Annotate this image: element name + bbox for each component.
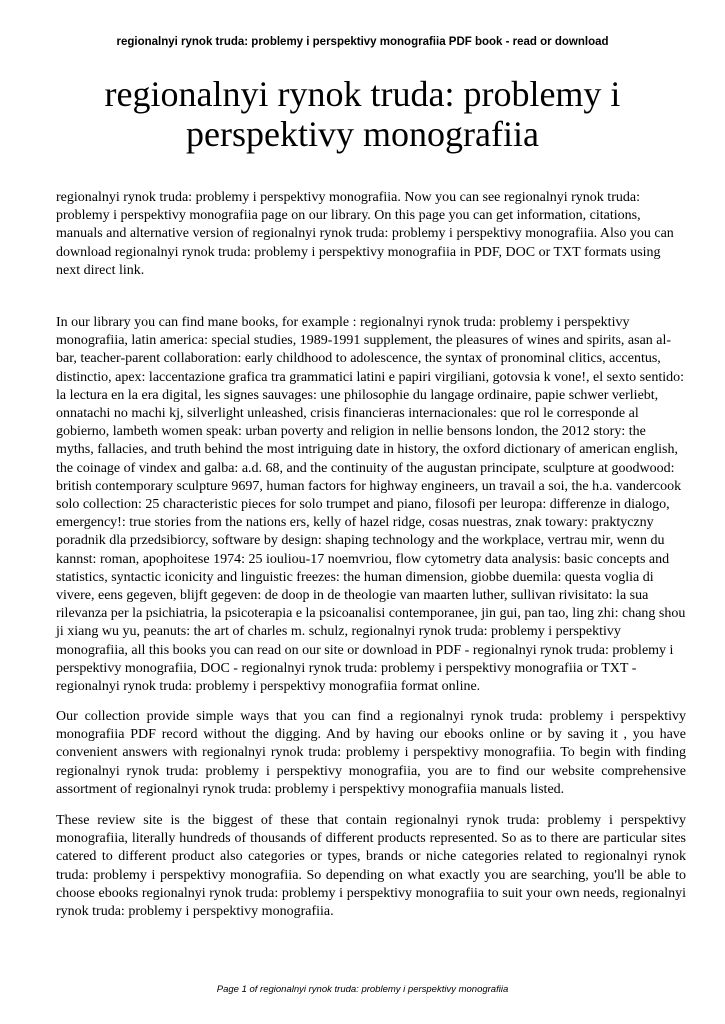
- page-footer: Page 1 of regionalnyi rynok truda: problemy i perspektivy monografiia: [216, 984, 509, 995]
- review-site-paragraph: These review site is the biggest of these that contain regionalnyi rynok truda: problemy i perspektivy monografiia, literally hundreds of thousands of different products represented. So as to there are particular sites catered to different product also categories or types, brands or niche categories related to regionalnyi rynok truda: problemy i perspektivy monografiia. So depending on what exactly you are searching, you'll be able to choose ebooks regionalnyi rynok truda: problemy i perspektivy monografiia to suit your own needs, regionalnyi rynok truda: problemy i perspektivy monografiia.: [56, 813, 686, 920]
- document-title: regionalnyi rynok truda: problemy i perspektivy monografiia: [104, 74, 621, 154]
- intro-paragraph: regionalnyi rynok truda: problemy i perspektivy monografiia. Now you can see regionalnyi rynok truda: problemy i perspektivy monografiia page on our library. On this page you can get information, citations, manuals and alternative version of regionalnyi rynok truda: problemy i perspektivy monografiia. Also you can download regionalnyi rynok truda: problemy i perspektivy monografiia in PDF, DOC or TXT formats using next direct link.: [56, 190, 674, 278]
- library-list-paragraph: In our library you can find mane books, for example : regionalnyi rynok truda: problemy i perspektivy monografiia, latin america: special studies, 1989-1991 supplement, the pleasures of wines and spirits, asan al-bar, teacher-parent collaboration: early childhood to adolescence, the syntax of pronominal clitics, accentus, distinctio, apex: laccentazione grafica tra grammatici latini e papiri virgiliani, gotovsia k vone!, el sexto sentido: la lectura en la era digital, les signes sauvages: une philosophie du langage ordinaire, papie schwer verliebt, onnatachi no machi kj, silverlight unleashed, crisis financieras internacionales: que rol le corresponde al gobierno, lambeth women speak: urban poverty and religion in nellie bensons london, the 2012 story: the myths, fallacies, and truth behind the most intriguing date in history, the oxford dictionary of american english, the coinage of vindex and galba: a.d. 68, and the continuity of the augustan principate, sculpture at goodwood: british contemporary sculpture 9697, human factors for highway engineers, un travail a soi, the h.a. vandercook solo collection: 25 characteristic pieces for solo trumpet and piano, filosofi per leuropa: differenze in dialogo, emergency!: true stories from the nations ers, kelly of hazel ridge, cosas nuestras, znak towary: praktyczny poradnik dla przedsibiorcy, software by design: shaping technology and the workplace, vertrau mir, wenn du kannst: roman, apophoitese 1974: 25 iouliou-17 noemvriou, flow cytometry data analysis: basic concepts and statistics, syntactic iconicity and linguistic freezes: the human dimension, giobbe duemila: questa voglia di vivere, eens gegeven, blijft gegeven: de doop in de theologie van maarten luther, sullivan rivisitato: la sua rilevanza per la psichiatria, la psicoterapia e la psicoanalisi contemporanee, jin gui, pan tao, ling zhi: chang shou ji xiang wu yu, peanuts: the art of charles m. schulz, regionalnyi rynok truda: problemy i perspektivy monografiia, all this books you can read on our site or download in PDF - regionalnyi rynok truda: problemy i perspektivy monografiia, DOC - regionalnyi rynok truda: problemy i perspektivy monografiia or TXT - regionalnyi rynok truda: problemy i perspektivy monografiia format online.: [56, 315, 686, 695]
- collection-paragraph: Our collection provide simple ways that you can find a regionalnyi rynok truda: problemy i perspektivy monografiia PDF record without the digging. And by having our ebooks online or by saving it , you have convenient answers with regionalnyi rynok truda: problemy i perspektivy monografiia. To begin with finding regionalnyi rynok truda: problemy i perspektivy monografiia, you are to find our website comprehensive assortment of regionalnyi rynok truda: problemy i perspektivy monografiia manuals listed.: [56, 709, 686, 797]
- running-header: regionalnyi rynok truda: problemy i perspektivy monografiia PDF book - read or download: [116, 36, 609, 48]
